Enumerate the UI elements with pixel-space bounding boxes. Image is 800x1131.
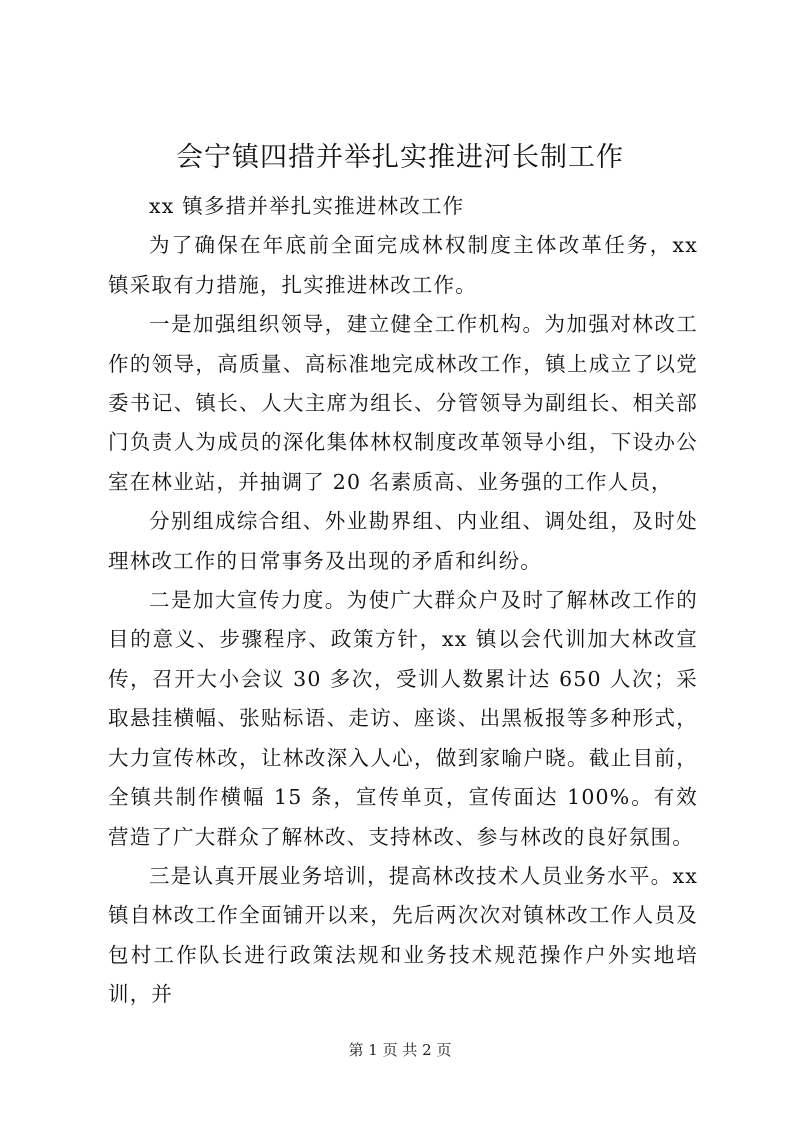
paragraph-groups: 分别组成综合组、外业勘界组、内业组、调处组，及时处理林改工作的日常事务及出现的矛盾和纠纷。 (108, 509, 698, 573)
paragraph-subtitle: xx 镇多措并举扎实推进林改工作 (149, 194, 465, 218)
paragraph-organization: 一是加强组织领导，建立健全工作机构。为加强对林改工作的领导，高质量、高标准地完成林改工作，镇上成立了以党委书记、镇长、人大主席为组长、分管领导为副组长、相关部门负责人为成员的深化集体林权制度改革领导小组，下设办公室在林业站，并抽调了 20 名素质高、业务强的工作人员， (108, 312, 698, 494)
paragraph-training: 三是认真开展业务培训，提高林改技术人员业务水平。xx 镇自林改工作全面铺开以来，先后两次次对镇林改工作人员及包村工作队长进行政策法规和业务技术规范操作户外实地培训，并 (108, 863, 698, 1007)
page-footer: 第 1 页 共 2 页 (348, 1041, 452, 1059)
document-title: 会宁镇四措并举扎实推进河长制工作 (176, 142, 624, 173)
paragraph-publicity: 二是加大宣传力度。为使广大群众户及时了解林改工作的目的意义、步骤程序、政策方针，xx 镇以会代训加大林改宣传，召开大小会议 30 多次，受训人数累计达 650 人次；采取悬挂横幅、张贴标语、走访、座谈、出黑板报等多种形式，大力宣传林改，让林改深入人心，做到家喻户晓。截止目前，全镇共制作横幅 15 条，宣传单页，宣传面达 100%。有效营造了广大群众了解林改、支持林改、参与林改的良好氛围。 (108, 588, 698, 849)
document-body (108, 187, 698, 1015)
paragraph-intro: 为了确保在年底前全面完成林权制度主体改革任务，xx 镇采取有力措施，扎实推进林改工作。 (108, 233, 698, 297)
